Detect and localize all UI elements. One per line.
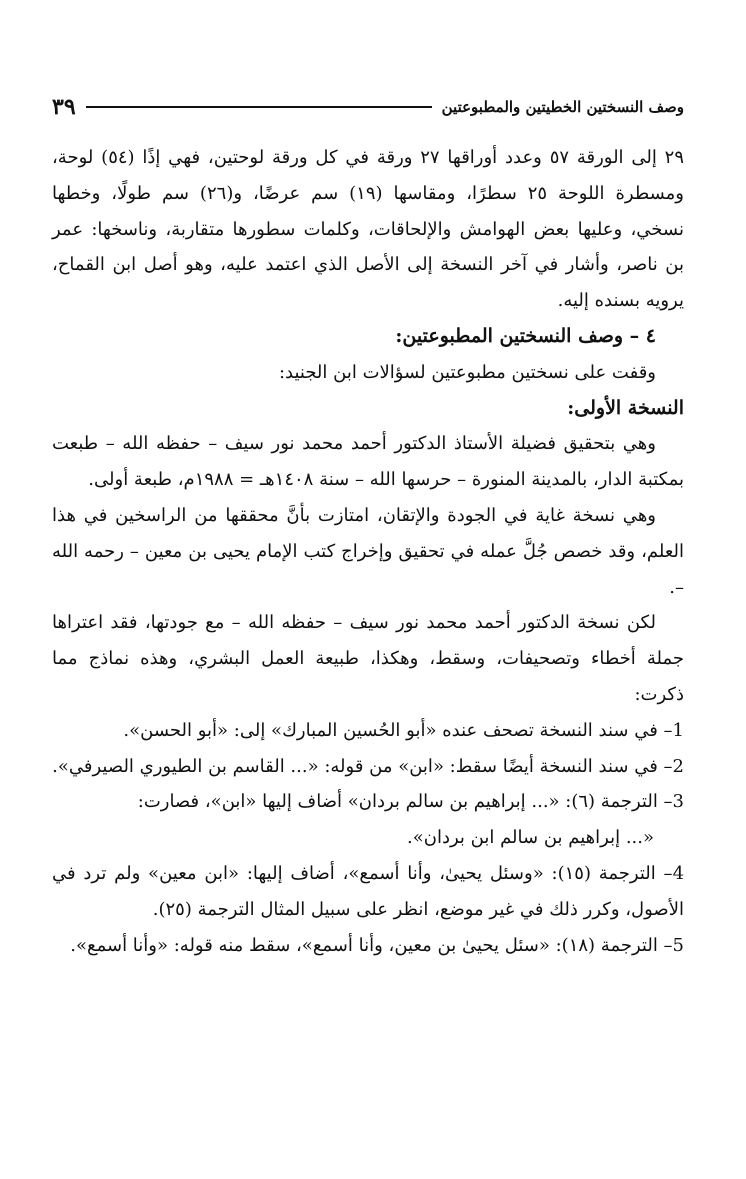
list-item: 3– الترجمة (٦): «... إبراهيم بن سالم بردان» أضاف إليها «ابن»، فصارت: bbox=[137, 791, 684, 813]
running-title: وصف النسختين الخطيتين والمطبوعتين bbox=[441, 98, 684, 116]
section-heading: ٤ – وصف النسختين المطبوعتين: bbox=[395, 324, 656, 347]
list-item: 1– في سند النسخة تصحف عنده «أبو الحُسين المبارك» إلى: «أبو الحسن». bbox=[123, 719, 684, 741]
paragraph-quality: وهي نسخة غاية في الجودة والإتقان، امتازت بأنَّ محققها من الراسخين في هذا العلم، وقد خصص جُلَّ عمله في تحقيق وإخراج كتب الإمام يحيى بن معين – رحمه الله –. bbox=[52, 504, 684, 598]
page-header bbox=[52, 92, 684, 122]
body-text bbox=[52, 140, 684, 963]
paragraph-manuscript-description: ٢٩ إلى الورقة ٥٧ وعدد أوراقها ٢٧ ورقة في كل ورقة لوحتين، فهي إذًا (٥٤) لوحة، ومسطرة اللوحة ٢٥ سطرًا، ومقاسها (١٩) سم عرضًا، و(٢٦) سم طولًا، وخطها نسخي، وعليها بعض الهوامش والإلحاقات، وكلمات سطورها متقاربة، وناسخها: عمر بن ناصر، وأشار في آخر النسخة إلى الأصل الذي اعتمد عليه، وهو أصل ابن القماح، يرويه بسنده إليه. bbox=[52, 147, 684, 312]
list-item: 4– الترجمة (١٥): «وسئل يحيىٰ، وأنا أسمع»، أضاف إليها: «ابن معين» ولم ترد في الأصول، وكرر ذلك في غير موضع، انظر على سبيل المثال الترجمة (٢٥). bbox=[52, 862, 685, 920]
subheading-first-copy: النسخة الأولى: bbox=[567, 396, 684, 419]
header-rule bbox=[86, 106, 432, 108]
list-item-continuation: «... إبراهيم بن سالم ابن بردان». bbox=[407, 827, 654, 849]
paragraph-first-copy: وهي بتحقيق فضيلة الأستاذ الدكتور أحمد محمد نور سيف – حفظه الله – طبعت بمكتبة الدار، بالمدينة المنورة – حرسها الله – سنة ١٤٠٨هـ = ١٩٨٨م، طبعة أولى. bbox=[52, 433, 684, 491]
paragraph-errors: لكن نسخة الدكتور أحمد محمد نور سيف – حفظه الله – مع جودتها، فقد اعتراها جملة أخطاء وتصحيفات، وسقط، وهكذا، طبيعة العمل البشري، وهذه نماذج مما ذكرت: bbox=[52, 612, 684, 705]
page-number: ٣٩ bbox=[52, 94, 76, 120]
list-item: 5– الترجمة (١٨): «سئل يحيىٰ بن معين، وأنا أسمع»، سقط منه قوله: «وأنا أسمع». bbox=[70, 934, 684, 956]
paragraph-intro: وقفت على نسختين مطبوعتين لسؤالات ابن الجنيد: bbox=[278, 361, 656, 383]
list-item: 2– في سند النسخة أيضًا سقط: «ابن» من قوله: «... القاسم بن الطيوري الصيرفي». bbox=[52, 755, 684, 777]
